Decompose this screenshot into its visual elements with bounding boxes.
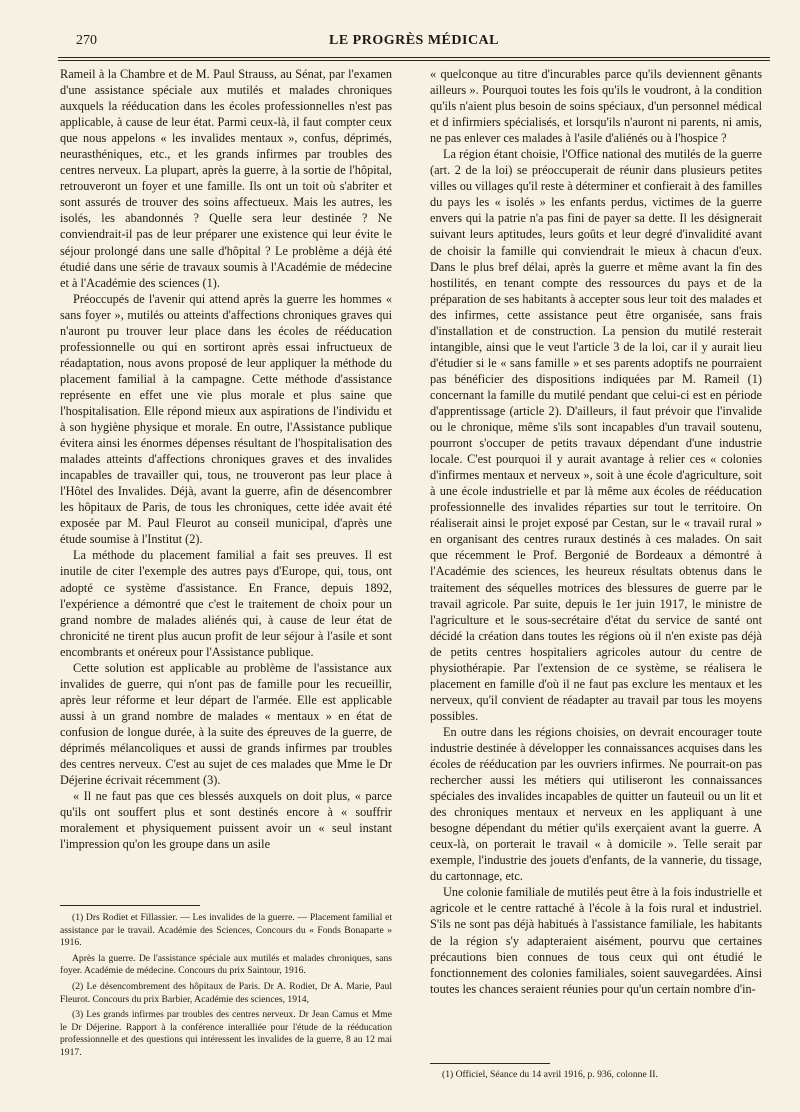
footnote: (1) Drs Rodiet et Fillassier. — Les invalides de la guerre. — Placement familial et assistance par le travail. Académie des Sciences, Concours du « Fonds Bonaparte » 1916. (60, 912, 392, 949)
paragraph: Rameil à la Chambre et de M. Paul Strauss, au Sénat, par l'examen d'une assistance spéciale aux mutilés et malades chroniques auxquels la rééducation dans les écoles professionnelles n'est pas applicable, à cause de leur état. Parmi ceux-là, il faut compter ceux que nous appelons « les invalides mentaux », confus, déprimés, neurasthéniques, etc., et les grands infirmes par troubles des centres nerveux. La plupart, après la guerre, à la sortie de l'hôpital, retrouveront un foyer et une famille. Ils ont un toit où s'abriter et sont assurés de trouver des soins affectueux. Mais les autres, les isolés, les abandonnés ? Quelle sera leur destinée ? Ne conviendrait-il pas de leur préparer une existence qui leur évite le séjour prolongé dans une salle d'hôpital ? Le problème a déjà été étudié dans une série de travaux soumis à l'Académie de médecine et à l'Académie des sciences (1). (60, 67, 392, 290)
paragraph: Préoccupés de l'avenir qui attend après la guerre les hommes « sans foyer », mutilés ou atteints d'affections chroniques graves qui n'auront pu trouver leur place dans les écoles de rééducation professionnelle ou qui en sortiront après essai infructueux de réadaptation, nous avons proposé de leur appliquer la méthode du placement familial à la campagne. Cette méthode d'assistance représente en effet une vie plus morale et plus saine que l'hospitalisation. Elle répond mieux aux aspirations de l'individu et à son hygiène physique et morale. En outre, l'Assistance publique évitera ainsi les énormes dépenses résultant de l'hospitalisation des malades atteints d'affections chroniques graves et des invalides incapables de travailler qui, tous, ne trouveront pas leur place à l'Hôtel des Invalides. Déjà, avant la guerre, afin de désencombrer les hôpitaux de Paris, de tous les chroniques, cette idée avait été exposée par M. Paul Fleurot au conseil municipal, d'après une étude soumise à l'Institut (2). (60, 291, 392, 547)
paragraph: « quelconque au titre d'incurables parce qu'ils deviennent gênants ailleurs ». Pourquoi toutes les fois qu'ils le voudront, à la condition qu'ils n'aient plus besoin de soins spéciaux, d'un personnel médical et d infirmiers spécialisés, et lorsqu'ils n'auront ni parents, ni amis, ne pas enlever ces malades à l'asile d'aliénés ou à l'hospice ? (430, 67, 762, 146)
right-column (430, 66, 762, 997)
footnote-separator-right (430, 1063, 550, 1064)
footnote-right: (1) Officiel, Séance du 14 avril 1916, p. 936, colonne II. (442, 1069, 658, 1080)
left-column (60, 66, 392, 852)
header-rule-thin (58, 60, 770, 61)
paragraph: Une colonie familiale de mutilés peut être à la fois industrielle et agricole et le centre rattaché à l'école à la fois rural et industriel. S'ils ne sont pas déjà habitués à l'assistance familiale, les habitants de la région s'y adapteraient aisément, pourvu que certaines précautions bien connues de tous ceux qui ont étudié le fonctionnement des colonies familiales, soient sauvegardées. Ainsi toutes les chances seraient réunies pour qu'un certain nombre d'in- (430, 885, 762, 996)
page-number: 270 (76, 33, 97, 48)
footnote: (2) Le désencombrement des hôpitaux de Paris. Dr A. Rodiet, Dr A. Marie, Paul Fleurot. Concours du prix Barbier, Académie des sciences, 1914, (60, 980, 392, 1005)
footnotes-left (60, 912, 392, 1063)
footnote: (3) Les grands infirmes par troubles des centres nerveux. Dr Jean Camus et Mme le Dr Déjerine. Rapport à la conférence interalliée pour l'étude de la rééducation professionnelle et des questions qui intéressent les invalides de la guerre, 8 au 12 mai 1917. (60, 1009, 392, 1058)
page-header (58, 30, 770, 56)
paragraph: La région étant choisie, l'Office national des mutilés de la guerre (art. 2 de la loi) se préoccuperait de réunir dans plusieurs petites villes ou villages qu'il reste à déterminer et confierait à des familles du pays les « isolés » les enfants perdus, victimes de la guerre envers qui la patrie n'a pas fini de payer sa dette. Il les désignerait suivant leurs aptitudes, leurs goûts et leur degré d'invalidité avant de choisir la famille qui conviendrait le mieux à chacun d'eux. Dans le plus bref délai, après la guerre et même avant la fin des hostilités, en tenant compte des ressources du pays et de la préparation de ses habitants à accepter sous leur toit des malades et des infirmes, cette assistance peut être organisée, sans frais d'installation et de construction. La pension du mutilé resterait intangible, ainsi que le veut l'article 3 de la loi, car il y aurait lieu d'étudier si le « sans famille » et ses parents adoptifs ne pourraient pas bénéficier des dispositions indiquées par M. Rameil (1) concernant la famille du mutilé pendant que celui-ci est en période d'apprentissage (article 2). D'ailleurs, il faut prévoir que l'invalide ou le chronique, même s'ils sont incapables d'un travail soutenu, pourront s'occuper de petits travaux dépendant d'une industrie locale. C'est pourquoi il y aurait avantage à relier ces « colonies d'infirmes mentaux et nerveux », soit à une école d'agriculture, soit à une école industrielle et par là même aux écoles de rééducation professionnelle des invalides réparties sur tout le territoire. On réaliserait ainsi le projet exposé par Cestan, sur le « travail rural » en organisant des centres ruraux destinés à ces malades. On sait que récemment le Prof. Bergonié de Bordeaux a démontré à l'Académie des sciences, les heureux résultats obtenus dans le traitement des séquelles motrices des blessures de guerre par le travail agricole. Par suite, depuis le 1er juin 1917, le ministre de l'agriculture et le sous-secrétaire d'état du service de santé ont décidé la création dans toutes les régions où il n'en existe pas déjà de petits centres hospitaliers agricoles autour du centre de physiothérapie. Par l'extension de ce système, se réalisera le placement en famille d'où il ne faut pas exclure les mentaux et les nerveux, qu'il convient de réadapter au travail par tous les moyens possibles. (430, 147, 762, 723)
footnote-separator (60, 905, 200, 906)
paragraph: La méthode du placement familial a fait ses preuves. Il est inutile de citer l'exemple des autres pays d'Europe, qui, tous, ont adopté ce système d'assistance. En France, depuis 1892, l'expérience a démontré que c'est le traitement de choix pour un grand nombre de malades aliénés qui, à cause de leur état de chronicité ne tirent plus aucun profit de leur séjour à l'asile et sont encombrants et onéreux pour l'Assistance publique. (60, 548, 392, 659)
paragraph: Cette solution est applicable au problème de l'assistance aux invalides de guerre, qui n'ont pas de famille pour les recueillir, après leur réforme et leur départ de l'armée. Elle est applicable aussi à un grand nombre de malades « mentaux » en état de confusion de longue durée, à la suite des épreuves de la guerre, de déprimés mélancoliques et aussi de grands infirmes par troubles des centres nerveux. C'est au sujet de ces malades que Mme le Dr Déjerine écrivait récemment (3). (60, 660, 392, 788)
running-title: LE PROGRÈS MÉDICAL (328, 33, 500, 48)
footnote: Après la guerre. De l'assistance spéciale aux mutilés et malades chroniques, sans foyer. Académie de médecine. Concours du prix Saintour, 1916. (60, 952, 392, 977)
paragraph: « Il ne faut pas que ces blessés auxquels on doit plus, « parce qu'ils ont souffert plus et sont destinés encore à « souffrir moralement et physiquement puissent avoir un « seul instant l'impression qu'on les groupe dans un asile (60, 789, 392, 852)
paragraph: En outre dans les régions choisies, on devrait encourager toute industrie destinée à développer les connaissances acquises dans les écoles de rééducation par les ouvriers infirmes. Ne pourrait-on pas rechercher aussi les métiers qui utiliseront les connaissances spéciales des invalides incapables de quitter un fauteuil ou un lit et des chroniques mentaux et nerveux en les appliquant à une besogne dépendant du métier qu'ils exerçaient avant la guerre. A ceux-là, on porterait le travail « à domicile ». Telle serait par exemple, l'industrie des jouets d'enfants, de la vannerie, du tissage, du cartonnage, etc. (430, 724, 762, 884)
header-rule (58, 57, 770, 58)
